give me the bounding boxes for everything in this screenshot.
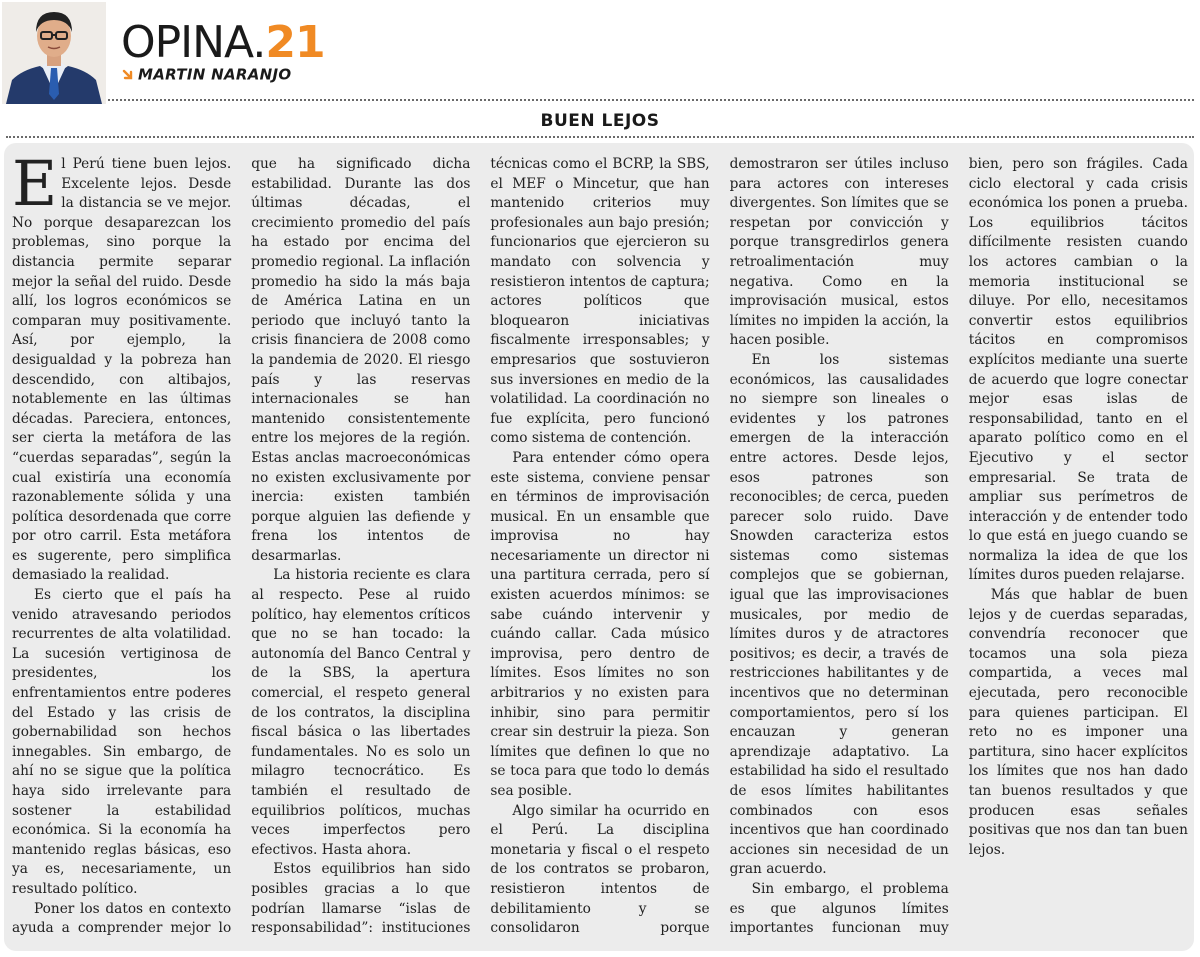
headline-row — [0, 107, 1200, 135]
article-body — [12, 147, 1188, 941]
article-paragraph: Poner los datos en contexto ayuda a comprender mejor lo que ha significado dicha estabilidad. Durante las dos últimas décadas, el crecimiento promedio del país ha estado por encima del promedio regional. La inflación promedio ha sido la más baja de América Latina en un periodo que incluyó tanto la crisis financiera de 2008 como la pandemia de 2020. El riesgo país y las reservas internacionales se han mantenido consistentemente entre los mejores de la región. Estas anclas macroeconómicas no existen exclusivamente por inercia: existen también porque alguien las defiende y frena los intentos de desarmarlas. — [12, 156, 471, 937]
masthead — [0, 0, 1200, 108]
article-title: BUEN LEJOS — [540, 111, 660, 131]
article-paragraph: Estos equilibrios han sido posibles gracias a lo que podrían llamarse “islas de responsabilidad”: instituciones técnicas como el BCRP, la SBS, el MEF o Mincetur, que han mantenido criterios muy profesionales aun bajo presión; funcionarios que ejercieron su mandato con solvencia y resistieron intentos de captura; actores políticos que bloquearon iniciativas fiscalmente irresponsables; y empresarios que sostuvieron sus inversiones en medio de la volatilidad. La coordinación no fue explícita, pero funcionó como sistema de contención. — [251, 156, 710, 937]
article-paragraph: Más que hablar de buen lejos y de cuerdas separadas, convendría reconocer que tocamos una sola pieza compartida, a veces mal ejecutada, pero reconocible para quienes participan. El reto no es imponer una partitura, sino hacer explícitos los límites que nos han dado tan buenos resultados y que producen esas señales positivas que nos dan tan buen lejos. — [968, 587, 1188, 858]
article-paragraph: Sin embargo, el problema es que algunos límites importantes funcionan muy bien, pero son frágiles. Cada ciclo electoral y cada crisis económica los ponen a prueba. Los equilibrios tácitos difícilmente resisten cuando los actores cambian o la memoria institucional se diluye. Por ello, necesitamos convertir estos equilibrios tácitos en compromisos explícitos mediante una suerte de acuerdo que logre conectar mejor esas islas de responsabilidad, tanto en el aparato político como en el Ejecutivo y el sector empresarial. Se trata de ampliar sus perímetros de interacción y de entender todo lo que está en juego cuando se normaliza la idea de que los límites duros pueden relajarse. — [729, 156, 1188, 937]
article-paragraph: La historia reciente es clara al respecto. Pese al ruido político, hay elementos críticos que no se han tocado: la autonomía del Banco Central y de la SBS, la apertura comercial, el respeto general de los contratos, la disciplina fiscal básica o las libertades fundamentales. No es solo un milagro tecnocrático. Es también el resultado de equilibrios políticos, muchas veces imperfectos pero efectivos. Hasta ahora. — [251, 567, 471, 858]
arrow-down-right-icon — [122, 69, 134, 81]
author-portrait-image — [2, 2, 106, 104]
article-paragraph — [12, 147, 232, 586]
section-number: 21 — [265, 17, 325, 68]
paragraph-text: l Perú tiene buen lejos. Excelente lejos. Desde la distancia se ve mejor. No porque desaparezcan los problemas, sino porque la distancia permite separar mejor la señal del ruido. Desde allí, los logros económicos se comparan muy positivamente. Así, por ejemplo, la desigualdad y la pobreza han descendido, con altibajos, notablemente en las últimas décadas. Pareciera, entonces, ser cierta la metáfora de las “cuerdas separadas”, según la cual existiría una economía razonablemente sólida y una política desordenada que corre por otro carril. Esta metáfora es sugerente, pero simplifica demasiado la realidad. — [12, 156, 232, 584]
drop-cap: E — [12, 147, 58, 220]
article-paragraph: Es cierto que el país ha venido atravesando periodos recurrentes de alta volatilidad. La sucesión vertiginosa de presidentes, los enfrentamientos entre poderes del Estado y las crisis de gobernabilidad son hechos innegables. Sin embargo, de ahí no se sigue que la política haya sido irrelevante para sostener la estabilidad económica. Si la economía ha mantenido reglas básicas, eso ya es, necesariamente, un resultado político. — [12, 587, 232, 897]
dotted-divider — [6, 136, 1194, 138]
author-byline — [122, 64, 291, 82]
article-paragraph: En los sistemas económicos, las causalidades no siempre son lineales o evidentes y los patrones emergen de la interacción entre actores. Desde lejos, esos patrones son reconocibles; de cerca, pueden parecer solo ruido. Dave Snowden caracteriza estos sistemas como sistemas complejos que se gobiernan, igual que las improvisaciones musicales, por medio de límites duros y de atractores positivos; es decir, a través de restricciones habilitantes y de incentivos que no determinan comportamientos, pero sí los encauzan y generan aprendizaje adaptativo. La estabilidad ha sido el resultado de esos límites habilitantes combinados con esos incentivos que han coordinado acciones sin necesidad de un gran acuerdo. — [729, 351, 949, 878]
section-name: OPINA. — [121, 17, 266, 68]
author-name: MARTIN NARANJO — [138, 65, 292, 84]
article-paragraph: Algo similar ha ocurrido en el Perú. La disciplina monetaria y fiscal o el respeto de los contratos se probaron, resistieron intentos de debilitamiento y se consolidaron porque demostraron ser útiles incluso para actores con intereses divergentes. Son límites que se respetan por convicción y porque transgredirlos genera retroalimentación muy negativa. Como en la improvisación musical, estos límites no impiden la acción, la hacen posible. — [490, 156, 949, 937]
article-paragraph: Para entender cómo opera este sistema, conviene pensar en términos de improvisación musical. En un ensamble que improvisa no hay necesariamente un director ni una partitura cerrada, pero sí existen acuerdos mínimos: se sabe cuándo intervenir y cuándo callar. Cada músico improvisa, pero dentro de límites. Esos límites no son arbitrarios y no existen para inhibir, sino para permitir crear sin destruir la pieza. Son límites que definen lo que no se toca para que todo lo demás sea posible. — [490, 449, 710, 799]
dotted-divider — [108, 99, 1194, 101]
author-photo — [2, 2, 106, 104]
section-logo — [121, 18, 325, 68]
